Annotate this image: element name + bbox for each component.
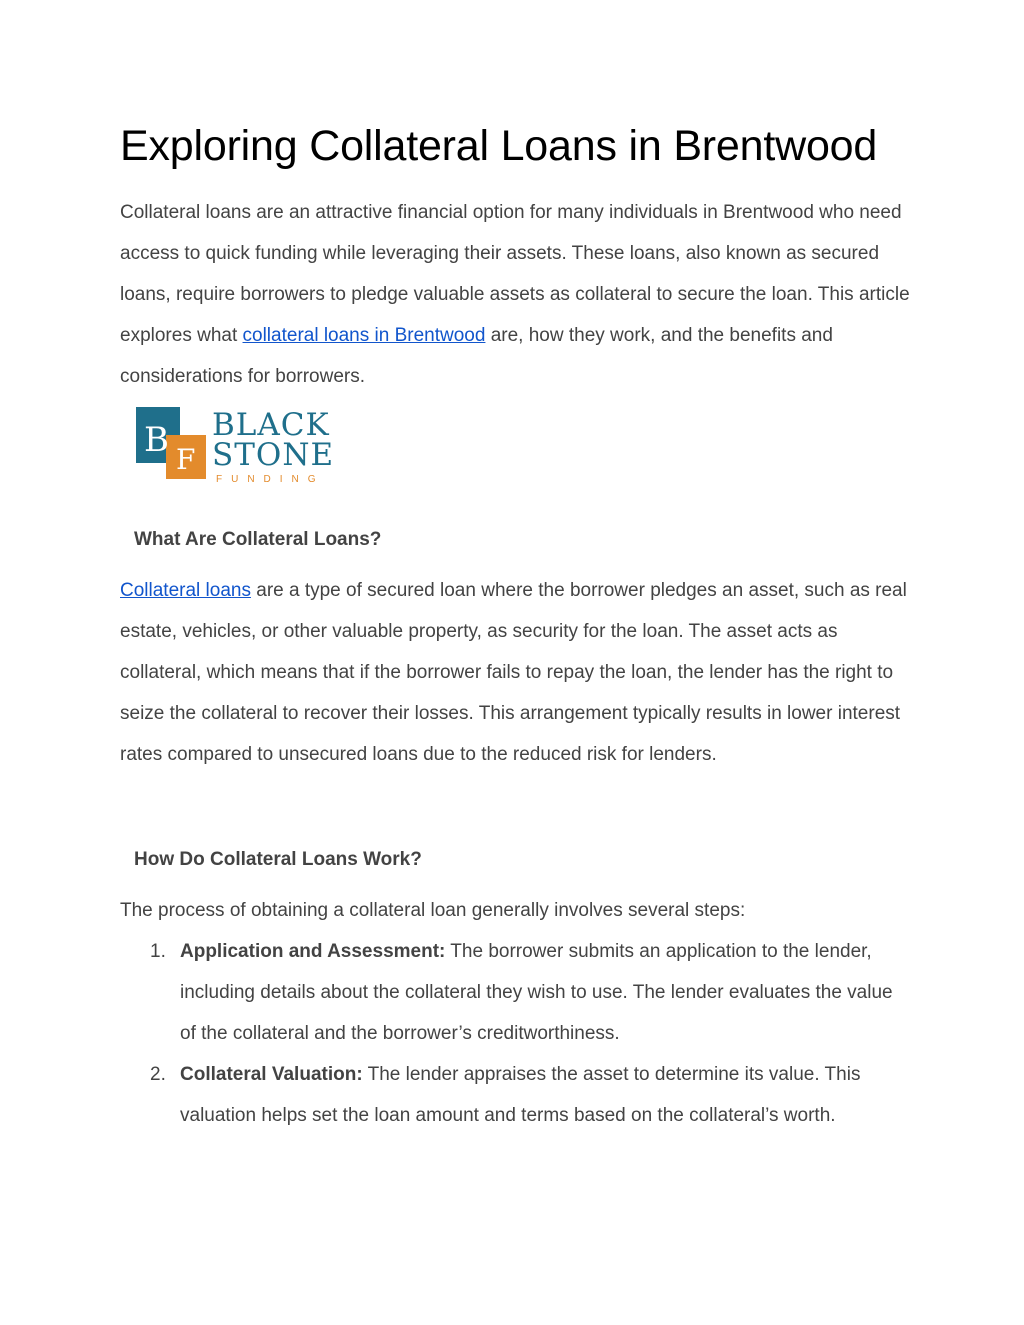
intro-paragraph bbox=[120, 192, 910, 397]
section1-text: are a type of secured loan where the borrower pledges an asset, such as real estate, vehicles, or other valuable property, as security for the loan. The asset acts as collateral, which means that if the borrower fails to repay the loan, the lender has the right to seize the collateral to recover their losses. This arrangement typically results in lower interest rates compared to unsecured loans due to the reduced risk for lenders. bbox=[120, 580, 907, 765]
steps-list bbox=[120, 931, 910, 1136]
section-heading-what: What Are Collateral Loans? bbox=[134, 529, 382, 550]
page-title: Exploring Collateral Loans in Brentwood bbox=[120, 122, 878, 170]
list-number: 1. bbox=[150, 941, 166, 962]
step-label: Collateral Valuation: bbox=[180, 1064, 363, 1085]
logo-word-stone: STONE bbox=[212, 437, 335, 473]
collateral-loans-brentwood-link[interactable]: collateral loans in Brentwood bbox=[242, 325, 486, 346]
step-label: Application and Assessment: bbox=[180, 941, 446, 962]
section-heading-how: How Do Collateral Loans Work? bbox=[134, 849, 422, 870]
intro-text-before: Collateral loans are an attractive financial option for many individuals in Brentwood who need access to quick funding while leveraging their assets. These loans, also known as secured loans, require borrowers to pledge valuable assets as collateral to secure the loan. This article explores what bbox=[120, 202, 910, 346]
logo-letter-b: B bbox=[144, 420, 169, 460]
logo-letter-f: F bbox=[176, 443, 196, 476]
list-item bbox=[120, 931, 910, 1054]
collateral-loans-link[interactable]: Collateral loans bbox=[120, 580, 251, 601]
section2-lead: The process of obtaining a collateral loan generally involves several steps: bbox=[120, 900, 746, 921]
list-number: 2. bbox=[150, 1064, 166, 1085]
list-item bbox=[120, 1054, 910, 1136]
section1-paragraph bbox=[120, 570, 910, 775]
blackstone-funding-logo bbox=[136, 405, 346, 485]
logo-word-black: BLACK bbox=[212, 407, 330, 443]
logo-word-funding: FUNDING bbox=[216, 474, 325, 485]
intro-text-after: are, how they work, and the benefits and considerations for borrowers. bbox=[120, 325, 833, 387]
step-text: The lender appraises the asset to determine its value. This valuation helps set the loan amount and terms based on the collateral’s worth. bbox=[180, 1064, 861, 1126]
step-text: The borrower submits an application to the lender, including details about the collateral they wish to use. The lender evaluates the value of the collateral and the borrower’s creditworthiness. bbox=[180, 941, 893, 1044]
